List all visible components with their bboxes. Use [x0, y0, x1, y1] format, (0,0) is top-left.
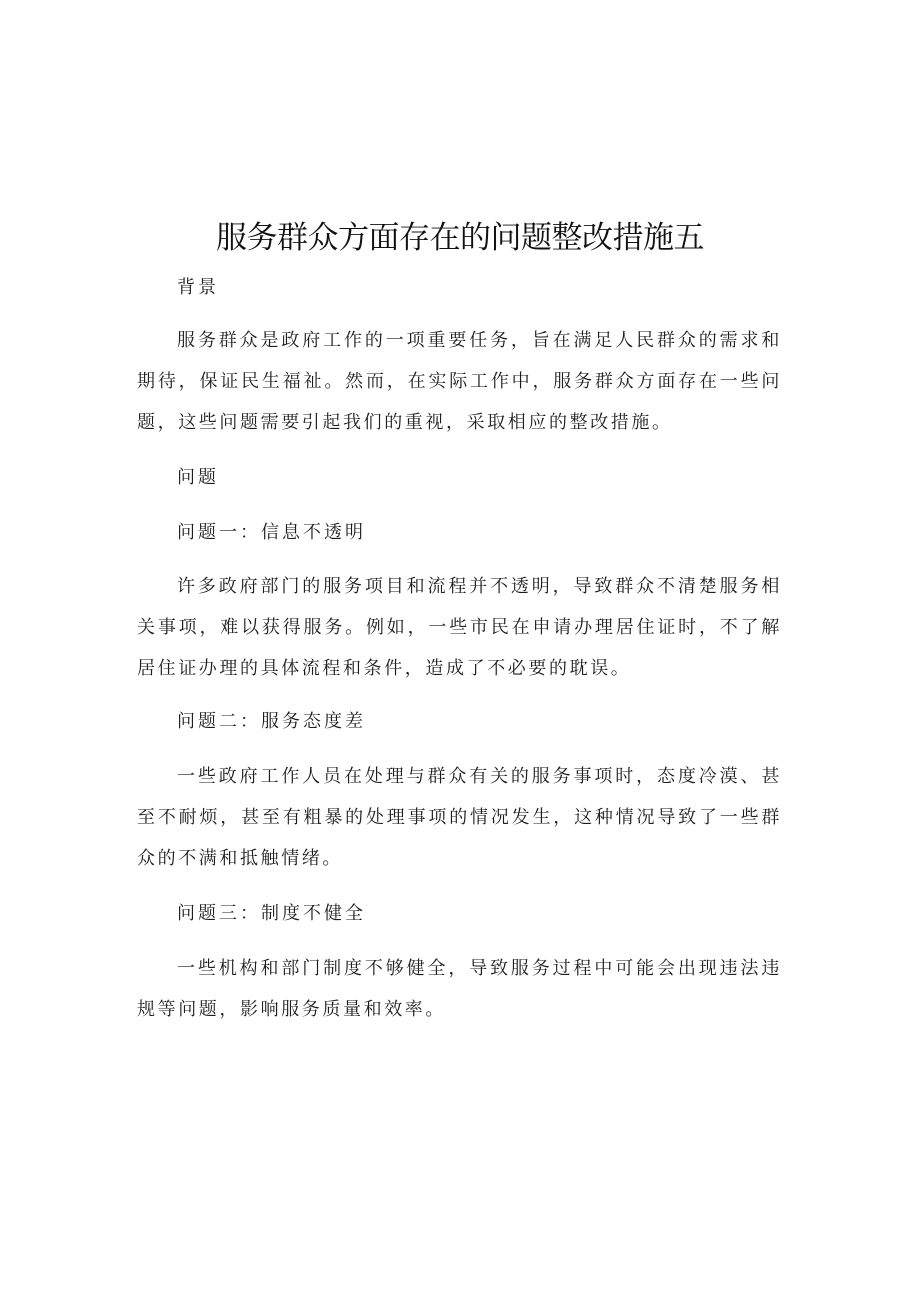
problem-two-paragraph: 一些政府工作人员在处理与群众有关的服务事项时，态度冷漠、甚至不耐烦，甚至有粗暴的处理事项的情况发生，这种情况导致了一些群众的不满和抵触情绪。	[137, 766, 782, 869]
problem-two-heading: 问题二：服务态度差	[177, 711, 366, 732]
background-heading: 背景	[177, 277, 219, 298]
background-paragraph: 服务群众是政府工作的一项重要任务，旨在满足人民群众的需求和期待，保证民生福祉。然而，在实际工作中，服务群众方面存在一些问题，这些问题需要引起我们的重视，采取相应的整改措施。	[137, 330, 782, 433]
problem-one-heading: 问题一：信息不透明	[177, 522, 366, 543]
problems-heading: 问题	[177, 467, 219, 488]
problem-one-paragraph: 许多政府部门的服务项目和流程并不透明，导致群众不清楚服务相关事项，难以获得服务。例如，一些市民在申请办理居住证时，不了解居住证办理的具体流程和条件，造成了不必要的耽误。	[137, 576, 782, 679]
problem-three-heading: 问题三：制度不健全	[177, 903, 366, 924]
document-title: 服务群众方面存在的问题整改措施五	[216, 220, 704, 256]
problem-three-paragraph: 一些机构和部门制度不够健全，导致服务过程中可能会出现违法违规等问题，影响服务质量和效率。	[137, 958, 782, 1020]
